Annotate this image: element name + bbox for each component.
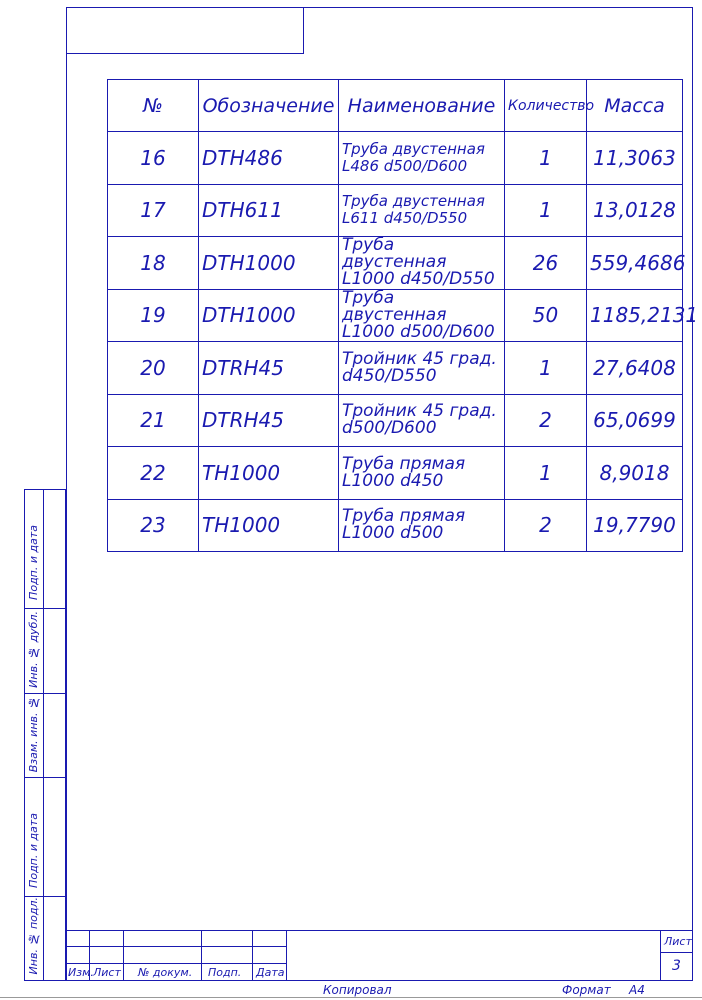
row-mass: 559,4686	[587, 237, 683, 290]
row-qty: 2	[505, 394, 587, 447]
stamp-data: Дата	[256, 966, 285, 979]
row-num: 22	[108, 447, 199, 500]
row-name: Труба двустенная L1000 d500/D600	[339, 289, 505, 342]
row-mass: 27,6408	[587, 342, 683, 395]
footer-copied: Копировал	[323, 983, 392, 997]
table-row	[108, 132, 683, 185]
row-num: 16	[108, 132, 199, 185]
row-mass: 13,0128	[587, 184, 683, 237]
header-num: №	[108, 80, 199, 132]
row-name: Труба двустенная L486 d500/D600	[339, 132, 505, 185]
row-qty: 1	[505, 342, 587, 395]
side-label-inv-podl: Инв. № подл.	[27, 896, 40, 974]
title-block	[66, 930, 693, 981]
row-num: 23	[108, 499, 199, 552]
row-code: DTH1000	[199, 289, 339, 342]
spec-table	[107, 79, 699, 552]
row-name: Труба двустенная L1000 d450/D550	[339, 237, 505, 290]
side-label-podp-data-1: Подп. и дата	[27, 525, 40, 600]
row-qty: 50	[505, 289, 587, 342]
row-mass: 11,3063	[587, 132, 683, 185]
row-num: 17	[108, 184, 199, 237]
header-code: Обозначение	[199, 80, 339, 132]
stamp-sheet-number: 3	[672, 958, 681, 974]
table-row	[108, 499, 683, 552]
table-row	[108, 447, 683, 500]
row-name: Тройник 45 град. d500/D600	[339, 394, 505, 447]
table-row	[108, 289, 683, 342]
header-name: Наименование	[339, 80, 505, 132]
row-qty: 1	[505, 447, 587, 500]
footer-format-label: Формат	[562, 983, 611, 997]
side-strip	[24, 489, 66, 981]
row-qty: 1	[505, 132, 587, 185]
stamp-list: Лист	[93, 966, 121, 979]
stamp-doc-num: № докум.	[138, 966, 193, 979]
row-name: Тройник 45 град. d450/D550	[339, 342, 505, 395]
row-qty: 1	[505, 184, 587, 237]
table-header-row	[108, 80, 683, 132]
row-code: DTRH45	[199, 342, 339, 395]
row-code: DTH486	[199, 132, 339, 185]
row-name: Труба двустенная L611 d450/D550	[339, 184, 505, 237]
row-code: DTH1000	[199, 237, 339, 290]
table-row	[108, 184, 683, 237]
row-mass: 8,9018	[587, 447, 683, 500]
side-label-vzam-inv: Взам. инв. №	[27, 695, 40, 772]
row-code: TH1000	[199, 499, 339, 552]
row-code: DTRH45	[199, 394, 339, 447]
footer-format-value: A4	[629, 983, 645, 997]
header-qty: Количество	[505, 80, 587, 132]
row-code: TH1000	[199, 447, 339, 500]
row-qty: 2	[505, 499, 587, 552]
stamp-podp: Подп.	[208, 966, 242, 979]
row-num: 21	[108, 394, 199, 447]
row-mass: 1185,2131	[587, 289, 683, 342]
top-left-box	[66, 7, 304, 54]
row-num: 18	[108, 237, 199, 290]
row-num: 20	[108, 342, 199, 395]
table-row	[108, 394, 683, 447]
row-qty: 26	[505, 237, 587, 290]
row-name: Труба прямая L1000 d500	[339, 499, 505, 552]
row-mass: 19,7790	[587, 499, 683, 552]
row-mass: 65,0699	[587, 394, 683, 447]
row-code: DTH611	[199, 184, 339, 237]
row-name: Труба прямая L1000 d450	[339, 447, 505, 500]
side-label-podp-data-2: Подп. и дата	[27, 813, 40, 888]
table-row	[108, 237, 683, 290]
side-label-inv-dubl: Инв. № дубл.	[27, 611, 40, 688]
stamp-sheet-label: Лист	[664, 935, 692, 948]
stamp-izm: Изм.	[68, 966, 94, 979]
page-bottom-line	[0, 997, 702, 998]
row-num: 19	[108, 289, 199, 342]
table-row	[108, 342, 683, 395]
header-mass: Масса	[587, 80, 683, 132]
